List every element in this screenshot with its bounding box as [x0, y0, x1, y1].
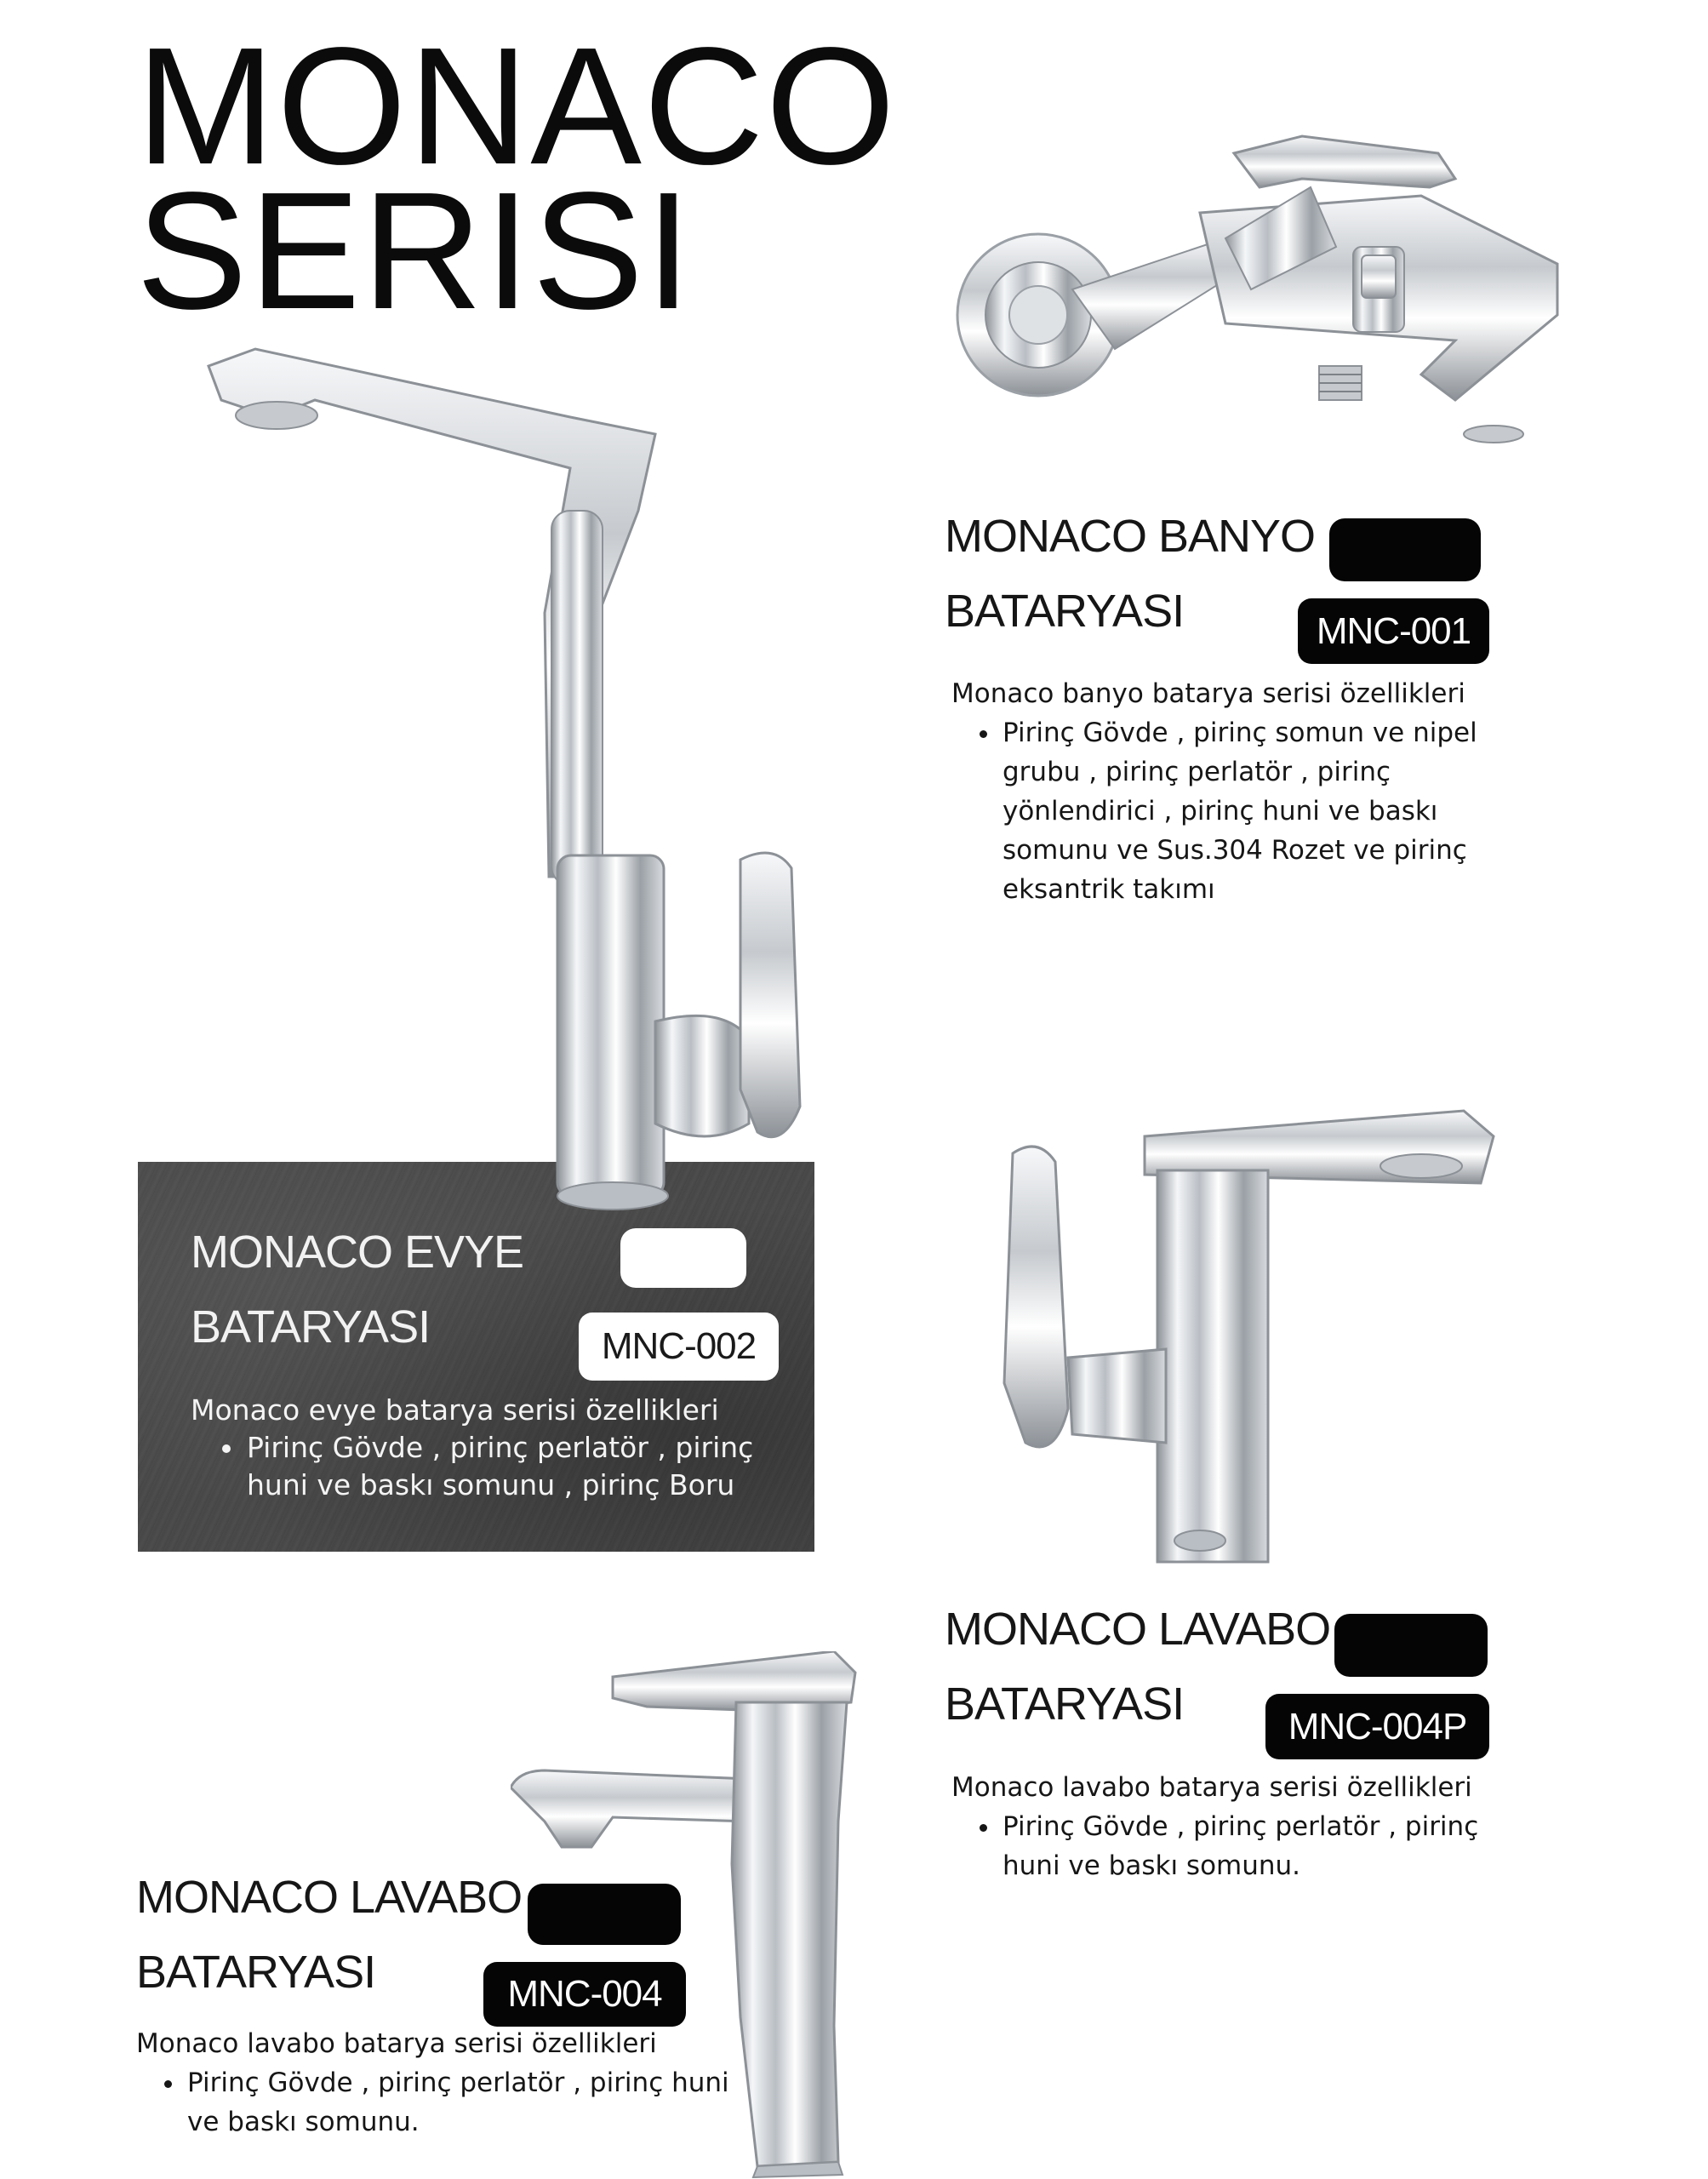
- product-code-badge: MNC-002: [579, 1313, 779, 1381]
- product-name-line-2: BATARYASI: [136, 1947, 376, 1998]
- product-code-badge: MNC-001: [1298, 598, 1489, 664]
- description-intro: Monaco evye batarya serisi özellikleri: [191, 1393, 719, 1427]
- product-name-line-2: BATARYASI: [945, 1679, 1185, 1730]
- basin-mixer-short-image: [987, 1102, 1498, 1570]
- blank-pill-badge: [620, 1228, 746, 1288]
- feature-list: [191, 1429, 803, 1504]
- product-code-badge: MNC-004P: [1265, 1694, 1489, 1759]
- title-line-1: MONACO: [136, 13, 897, 199]
- kitchen-mixer-image: [196, 340, 825, 1217]
- blank-pill-badge: [1334, 1614, 1488, 1677]
- description-intro: Monaco lavabo batarya serisi özellikleri: [951, 1772, 1472, 1803]
- feature-item: • Pirinç Gövde , pirinç perlatör , pirinç huni ve baskı somunu , pirinç Boru: [245, 1429, 803, 1504]
- product-name-line-1: MONACO BANYO: [945, 511, 1316, 562]
- product-name-mnc-001: [945, 499, 1315, 649]
- feature-list: [951, 713, 1513, 909]
- feature-list: [951, 1807, 1513, 1885]
- product-name-line-1: MONACO LAVABO: [945, 1604, 1331, 1655]
- product-description: [136, 2024, 732, 2142]
- product-description: [951, 1768, 1513, 1885]
- product-name-line-1: MONACO EVYE: [191, 1227, 524, 1278]
- feature-item: • Pirinç Gövde , pirinç perlatör , pirinç huni ve baskı somunu.: [186, 2063, 732, 2142]
- feature-item: • Pirinç Gövde , pirinç somun ve nipel grubu , pirinç perlatör , pirinç yönlendirici , pirinç huni ve baskı somunu ve Sus.304 Rozet ve pirinç eksantrik takımı: [1001, 713, 1513, 909]
- slate-panel-mnc-002: [138, 1162, 814, 1552]
- page-title: [136, 13, 897, 344]
- product-name-line-2: BATARYASI: [945, 586, 1185, 637]
- blank-pill-badge: [1329, 518, 1481, 581]
- feature-list: [136, 2063, 732, 2142]
- product-name-line-2: BATARYASI: [191, 1301, 431, 1353]
- description-intro: Monaco banyo batarya serisi özellikleri: [951, 678, 1465, 709]
- product-description: [191, 1392, 803, 1504]
- bath-mixer-image: [945, 119, 1566, 460]
- feature-item: • Pirinç Gövde , pirinç perlatör , pirinç huni ve baskı somunu.: [1001, 1807, 1513, 1885]
- product-description: [951, 674, 1513, 909]
- title-line-2: SERISI: [136, 157, 694, 344]
- product-code-badge: MNC-004: [483, 1962, 686, 2027]
- product-name-mnc-002: [191, 1215, 523, 1364]
- product-name-mnc-004: [136, 1860, 522, 2010]
- blank-pill-badge: [528, 1884, 681, 1945]
- product-name-line-1: MONACO LAVABO: [136, 1872, 523, 1923]
- description-intro: Monaco lavabo batarya serisi özellikleri: [136, 2028, 657, 2059]
